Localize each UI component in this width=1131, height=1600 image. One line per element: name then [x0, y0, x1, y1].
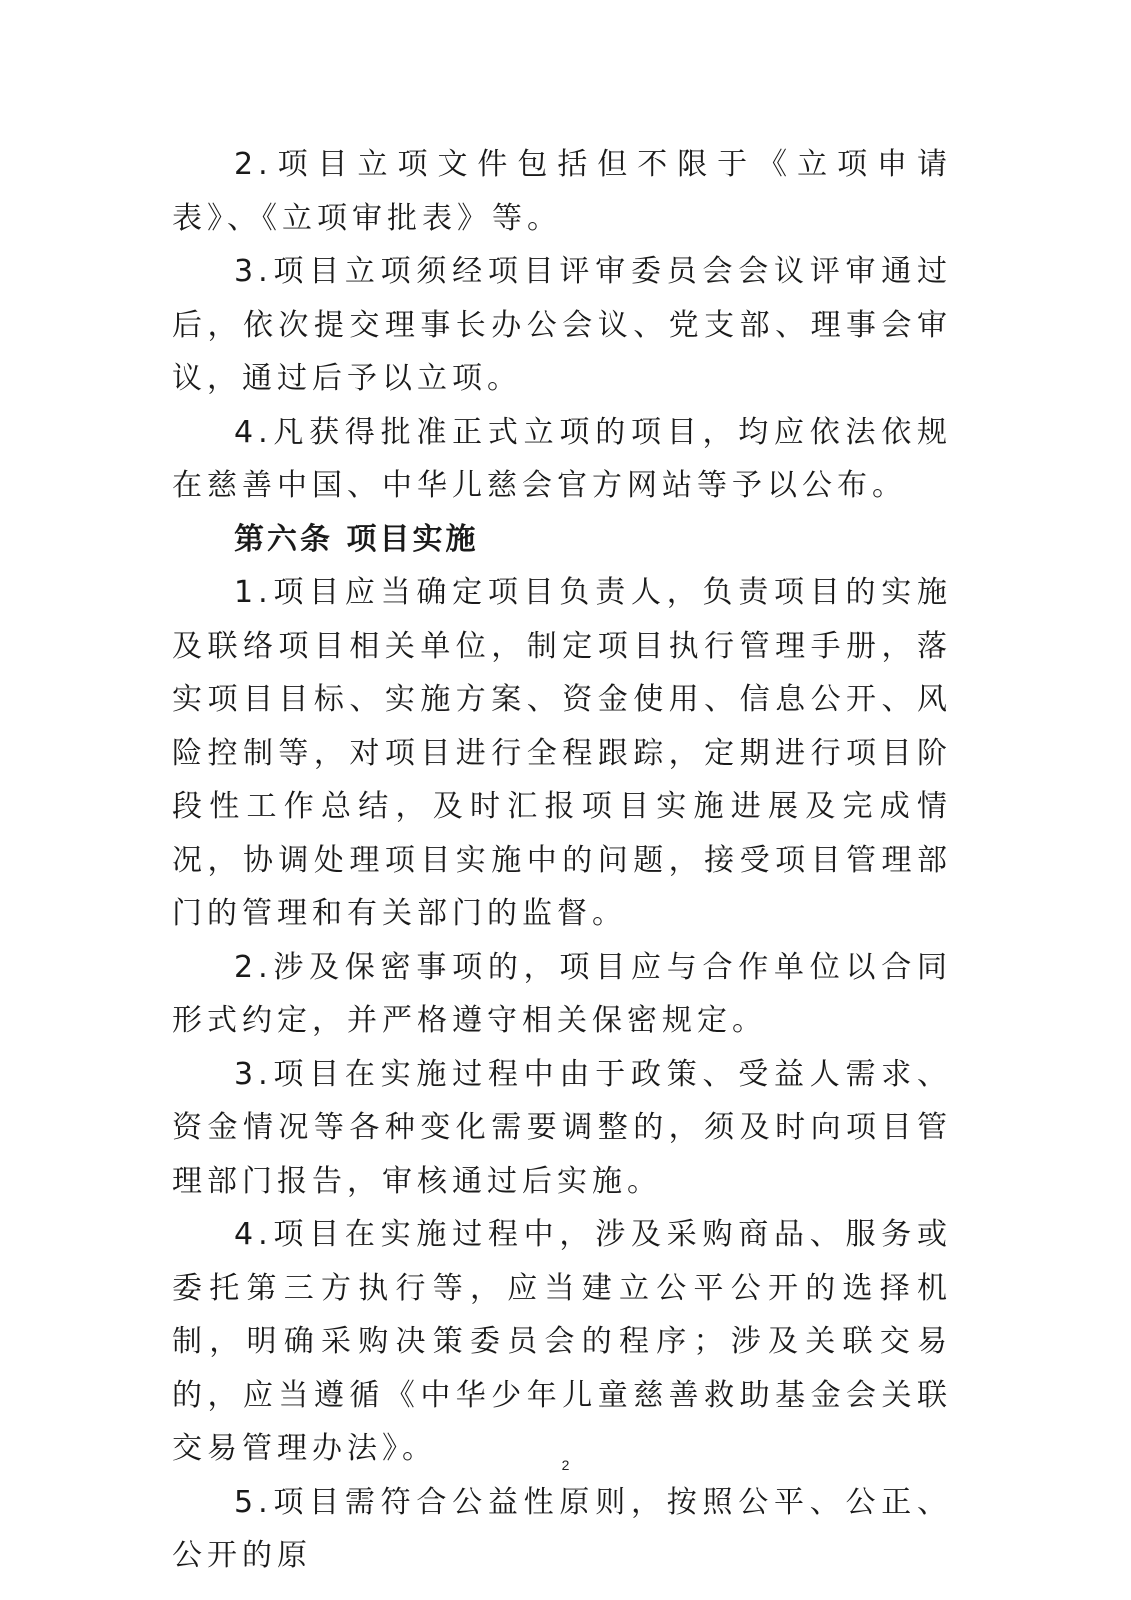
paragraph-item-3-review-process: 3.项目立项须经项目评审委员会会议评审通过后，依次提交理事长办公会议、党支部、理事会审议，通过后予以立项。: [172, 254, 952, 396]
page-number: 2: [561, 1457, 570, 1473]
paragraph-item-4-publication: 4.凡获得批准正式立项的项目，均应依法依规在慈善中国、中华儿慈会官方网站等予以公布。: [172, 414, 952, 503]
paragraph-item-2-confidentiality: 2.涉及保密事项的，项目应与合作单位以合同形式约定，并严格遵守相关保密规定。: [172, 949, 952, 1038]
paragraph-item-1-project-lead: 1.项目应当确定项目负责人，负责项目的实施及联络项目相关单位，制定项目执行管理手册，落实项目目标、实施方案、资金使用、信息公开、风险控制等，对项目进行全程跟踪，定期进行项目阶段性工作总结，及时汇报项目实施进展及完成情况，协调处理项目实施中的问题，接受项目管理部门的管理和有关部门的监督。: [172, 575, 952, 931]
paragraph-item-4-procurement: 4.项目在实施过程中，涉及采购商品、服务或委托第三方执行等，应当建立公平公开的选择机制，明确采购决策委员会的程序；涉及关联交易的，应当遵循《中华少年儿童慈善救助基金会关联交易管理办法》。: [172, 1217, 952, 1466]
section-heading-article-6: 第六条 项目实施: [234, 521, 479, 557]
paragraph-item-2-approval-documents: 2.项目立项文件包括但不限于《立项申请表》、《立项审批表》等。: [172, 147, 952, 236]
document-body: [172, 138, 952, 1583]
paragraph-item-5-public-welfare: 5.项目需符合公益性原则，按照公平、公正、公开的原: [172, 1484, 952, 1573]
paragraph-item-3-adjustments: 3.项目在实施过程中由于政策、受益人需求、资金情况等各种变化需要调整的，须及时向项目管理部门报告，审核通过后实施。: [172, 1056, 952, 1199]
